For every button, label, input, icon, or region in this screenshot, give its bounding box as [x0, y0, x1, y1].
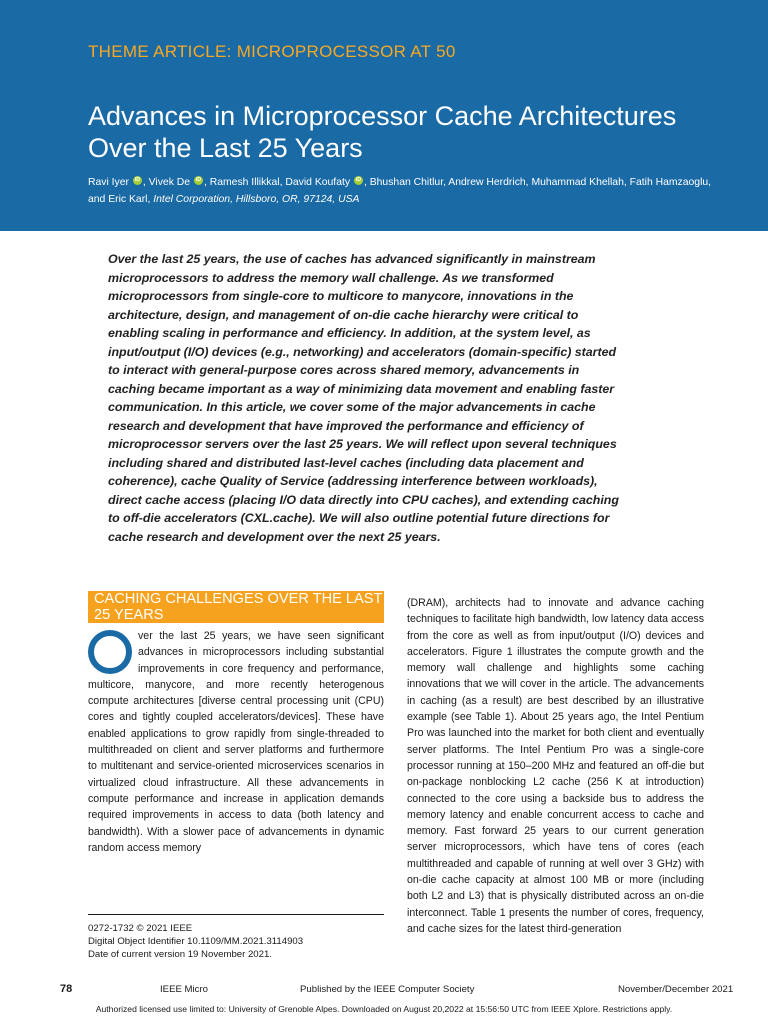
- journal-name: IEEE Micro: [160, 984, 208, 995]
- doi-line: Digital Object Identifier 10.1109/MM.2021.3114903: [88, 936, 304, 947]
- author-name: , Bhushan Chitlur, Andrew Herdrich, Muhammad Khellah, Fatih Hamzaoglu, and Eric Karl,: [88, 177, 712, 205]
- body-text-left: ver the last 25 years, we have seen significant advances in microprocessors including substantial improvements in core frequency and performance, multicore, manycore, and more recently heterogenous compute architectures [diverse central processing unit (CPU) cores and tightly coupled accelerators/devices]. These have enabled applications to grow rapidly from single-threaded to multithreaded on client and server platforms and furthermore to multitenant and service-oriented microservices scenarios in virtualized cloud infrastructure. All these advancements in compute performance and increase in application demands required improvements in access to data (both latency and bandwidth). With a slower pace of advancements in dynamic random access memory: [88, 630, 384, 854]
- author-name: Ravi Iyer: [88, 177, 129, 188]
- author-list: [88, 174, 728, 208]
- page-number: 78: [60, 983, 73, 995]
- publisher-line: Published by the IEEE Computer Society: [300, 984, 475, 995]
- dropcap-o: [88, 630, 132, 674]
- body-column-left: [88, 628, 384, 856]
- footnote-block: [88, 922, 384, 961]
- license-notice: Authorized licensed use limited to: University of Grenoble Alpes. Downloaded on August 20,2022 at 15:56:50 UTC from IEEE Xplore. Restrictions apply.: [95, 1004, 673, 1014]
- author-name: , Vivek De: [142, 177, 191, 188]
- article-title: Advances in Microprocessor Cache Architectures Over the Last 25 Years: [88, 101, 677, 163]
- header-banner: [0, 0, 768, 231]
- body-column-right: (DRAM), architects had to innovate and advance caching techniques to facilitate high bandwidth, low latency data access from the core as well as from input/output (I/O) devices and accelerators. Figure 1 illustrates the compute growth and the memory wall challenge and highlights some caching innovations that we will cover in the article. The advancements in caching (as a result) are best described by an illustrative example (see Table 1). About 25 years ago, the Intel Pentium Pro was launched into the market for both client and eventually server platforms. The Intel Pentium Pro was a single-core processor running at 150–200 MHz and featured an off-die but on-package nonblocking L2 cache (256 K at introduction) connected to the core using a backside bus to address the memory latency and enable concurrent access to cache and memory. Fast forward 25 years to our current generation server microprocessors, which have tens of cores (each multithreaded and capable of running at well over 3 GHz) with on-die cache capacity at almost 100 MB or more (including both L2 and L3) that is physically distributed across an on-die interconnect. Table 1 presents the number of cores, frequency, and cache sizes for the latest third-generation: [407, 597, 704, 935]
- theme-label: THEME ARTICLE: MICROPROCESSOR AT 50: [88, 42, 456, 61]
- section-heading: CACHING CHALLENGES OVER THE LAST 25 YEARS: [88, 591, 384, 623]
- footnote-divider: [88, 914, 384, 915]
- affiliation: Intel Corporation, Hillsboro, OR, 97124, USA: [153, 194, 360, 205]
- orcid-icon[interactable]: iD: [195, 177, 202, 183]
- author-name: , Ramesh Illikkal, David Koufaty: [203, 177, 351, 188]
- orcid-icon[interactable]: iD: [355, 177, 362, 183]
- issue-date: November/December 2021: [618, 984, 734, 995]
- version-date: Date of current version 19 November 2021.: [88, 949, 272, 960]
- abstract: Over the last 25 years, the use of caches has advanced significantly in mainstream microprocessors to address the memory wall challenge. As we transformed microprocessors from single-core to multicore to manycore, innovations in the architecture, design, and management of on-die cache hierarchy were critical to enabling scaling in performance and efficiency. In addition, at the system level, as input/output (I/O) devices (e.g., networking) and accelerators (domain-specific) started to interact with general-purpose cores across shared memory, advancements in caching became important as a way of minimizing data movement and enabling faster communication. In this article, we cover some of the major advancements in cache research and development that have improved the performance and efficiency of microprocessor servers over the last 25 years. We will reflect upon several techniques including shared and distributed last-level caches (including data placement and coherence), cache Quality of Service (addressing interference between workloads), direct cache access (placing I/O data directly into CPU caches), and extending caching to off-die accelerators (CXL.cache). We will also outline potential future directions for cache research and development over the next 25 years.: [108, 252, 619, 544]
- orcid-icon[interactable]: iD: [134, 177, 141, 183]
- issn-line: 0272-1732 © 2021 IEEE: [88, 923, 193, 934]
